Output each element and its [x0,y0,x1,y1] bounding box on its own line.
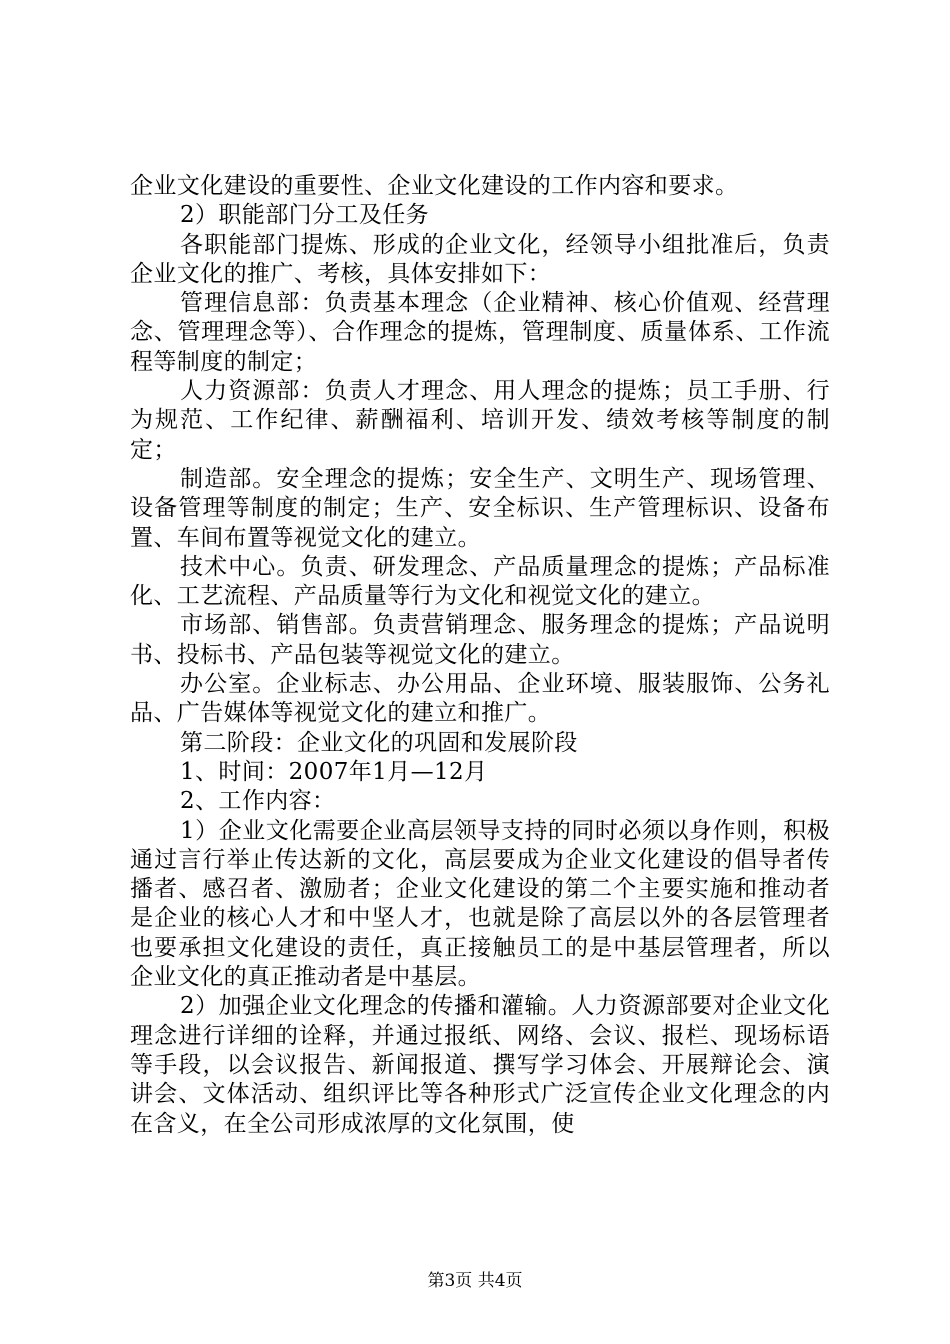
paragraph-time: 1、时间：2007年1月—12月 [180,758,488,785]
paragraph-manufacturing-dept: 制造部。安全理念的提炼；安全生产、文明生产、现场管理、设备管理等制度的制定；生产、安全标识、生产管理标识、设备布置、车间布置等视觉文化的建立。 [130,465,830,551]
paragraph-intro: 各职能部门提炼、形成的企业文化，经领导小组批准后，负责企业文化的推广、考核，具体安排如下： [130,231,830,287]
paragraph-office: 办公室。企业标志、办公用品、企业环境、服装服饰、公务礼品、广告媒体等视觉文化的建立和推广。 [130,671,830,727]
paragraph-communication: 2）加强企业文化理念的传播和灌输。人力资源部要对企业文化理念进行详细的诠释，并通过报纸、网络、会议、报栏、现场标语等手段，以会议报告、新闻报道、撰写学习体会、开展辩论会、演讲会、文体活动、组织评比等各种形式广泛宣传企业文化理念的内在含义，在全公司形成浓厚的文化氛围，使 [130,993,830,1137]
paragraph-management-info-dept: 管理信息部：负责基本理念（企业精神、核心价值观、经营理念、管理理念等）、合作理念的提炼，管理制度、质量体系、工作流程等制度的制定； [130,290,830,375]
paragraph-work-content-heading: 2、工作内容： [180,788,336,815]
paragraph-tech-center: 技术中心。负责、研发理念、产品质量理念的提炼；产品标准化、工艺流程、产品质量等行为文化和视觉文化的建立。 [130,553,830,610]
page-footer [0,1270,950,1292]
paragraph-hr-dept: 人力资源部：负责人才理念、用人理念的提炼；员工手册、行为规范、工作纪律、薪酬福利、培训开发、绩效考核等制度的制定； [130,378,830,463]
paragraph-continuation: 企业文化建设的重要性、企业文化建设的工作内容和要求。 [130,173,739,199]
page-number-label: 第3页 共4页 [427,1271,523,1291]
paragraph-section-heading: 2）职能部门分工及任务 [180,202,430,229]
paragraph-leadership: 1）企业文化需要企业高层领导支持的同时必须以身作则，积极通过言行举止传达新的文化，高层要成为企业文化建设的倡导者传播者、感召者、激励者；企业文化建设的第二个主要实施和推动者是企业的核心人才和中坚人才，也就是除了高层以外的各层管理者也要承担文化建设的责任，真正接触员工的是中基层管理者，所以企业文化的真正推动者是中基层。 [130,817,830,991]
document-body [130,172,830,1139]
paragraph-stage-two-heading: 第二阶段：企业文化的巩固和发展阶段 [180,729,578,756]
paragraph-marketing-sales: 市场部、销售部。负责营销理念、服务理念的提炼；产品说明书、投标书、产品包装等视觉文化的建立。 [130,612,830,668]
